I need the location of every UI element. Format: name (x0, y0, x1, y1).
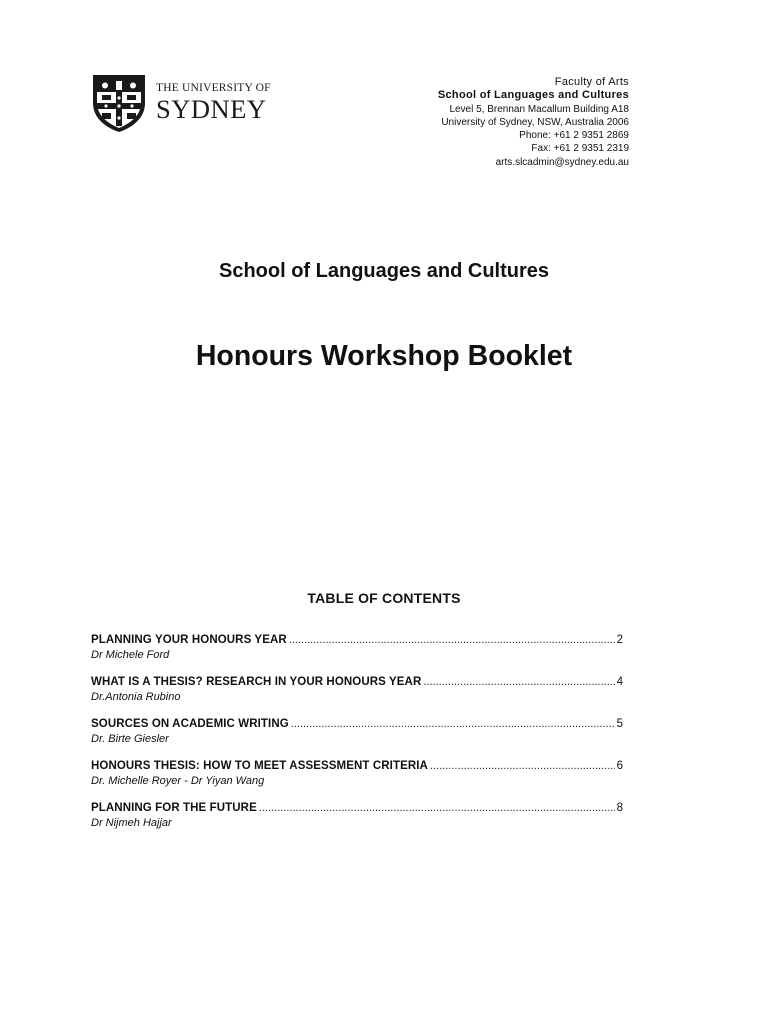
toc-entry-author: Dr Nijmeh Hajjar (91, 817, 172, 829)
toc-entry-title: PLANNING YOUR HONOURS YEAR (91, 634, 287, 646)
toc-entry-author: Dr. Birte Giesler (91, 733, 169, 745)
toc-entry-page: 6 (616, 760, 623, 772)
toc-entry-page: 5 (616, 718, 623, 730)
toc-entry-title: PLANNING FOR THE FUTURE (91, 802, 257, 814)
university-wordmark (156, 82, 271, 122)
faculty-name: Faculty of Arts (554, 76, 629, 88)
school-heading: School of Languages and Cultures (218, 260, 550, 282)
toc-entry-title: SOURCES ON ACADEMIC WRITING (91, 718, 289, 730)
email-address: arts.slcadmin@sydney.edu.au (495, 156, 629, 168)
toc-leader-dots (423, 675, 614, 690)
contact-address-block (438, 76, 629, 169)
toc-entry-title: HONOURS THESIS: HOW TO MEET ASSESSMENT CRITERIA (91, 760, 428, 772)
school-name: School of Languages and Cultures (437, 89, 629, 102)
table-of-contents (91, 633, 623, 843)
toc-entry-page: 2 (616, 634, 623, 646)
toc-entry-author: Dr Michele Ford (91, 649, 170, 661)
logo-line-1: THE UNIVERSITY OF (156, 82, 271, 94)
university-crest-icon (91, 73, 147, 133)
toc-entry (91, 717, 623, 759)
toc-entry-title: WHAT IS A THESIS? RESEARCH IN YOUR HONOURS YEAR (91, 676, 422, 688)
university-logo (91, 73, 271, 133)
document-title: Honours Workshop Booklet (195, 340, 573, 372)
building-address: Level 5, Brennan Macallum Building A18 (449, 103, 629, 115)
toc-entry-page: 8 (616, 802, 623, 814)
city-address: University of Sydney, NSW, Australia 2006 (441, 116, 629, 128)
toc-entry (91, 801, 623, 843)
toc-leader-dots (430, 759, 615, 774)
toc-entry-page: 4 (616, 676, 623, 688)
phone-number: Phone: +61 2 9351 2869 (519, 130, 629, 142)
toc-entry-author: Dr.Antonia Rubino (91, 691, 181, 703)
fax-number: Fax: +61 2 9351 2319 (531, 143, 629, 155)
logo-line-2: SYDNEY (156, 94, 267, 124)
toc-leader-dots (289, 633, 615, 648)
toc-leader-dots (291, 717, 615, 732)
toc-leader-dots (259, 801, 615, 816)
toc-entry (91, 759, 623, 801)
toc-entry-author: Dr. Michelle Royer - Dr Yiyan Wang (91, 775, 265, 787)
toc-entry (91, 675, 623, 717)
toc-entry (91, 633, 623, 675)
toc-heading: TABLE OF CONTENTS (307, 590, 461, 606)
